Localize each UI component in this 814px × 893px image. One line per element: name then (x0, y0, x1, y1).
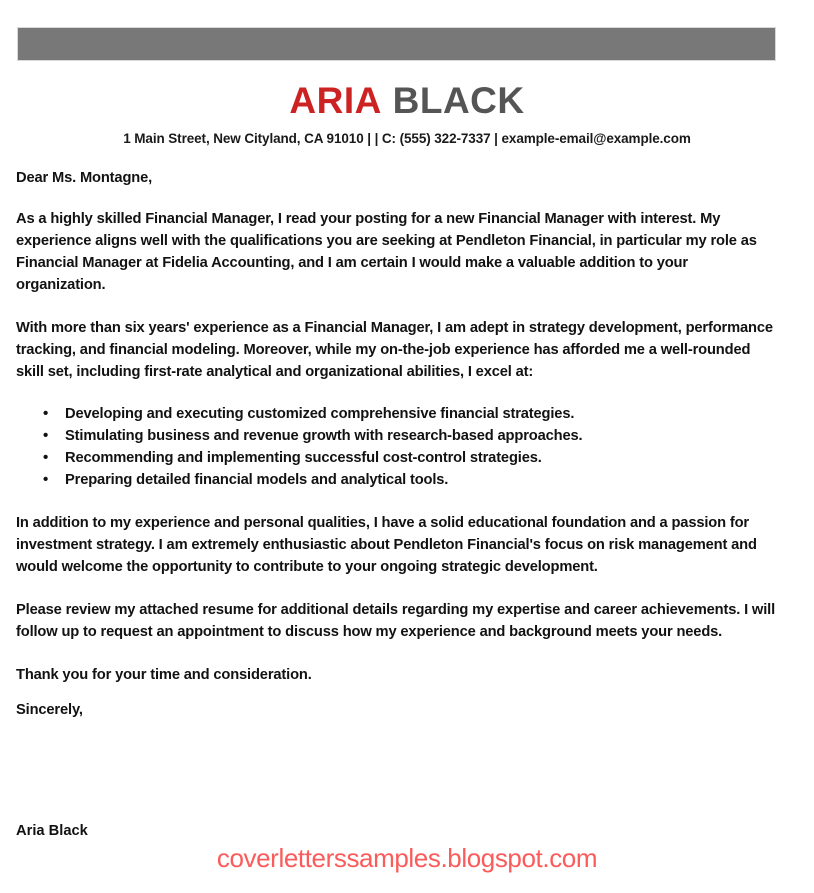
contact-info-line: 1 Main Street, New Cityland, CA 91010 | | C: (555) 322-7337 | example-email@example.com (123, 131, 691, 146)
page-title (0, 80, 814, 122)
letter-paragraph-1: As a highly skilled Financial Manager, I read your posting for a new Financial Manager with interest. My experience aligns well with the qualifications you are seeking at Pendleton Financial, in particular my role as Financial Manager at Fidelia Accounting, and I am certain I would make a valuable addition to your organization. (16, 211, 757, 293)
list-item: • Stimulating business and revenue growth with research-based approaches. (16, 426, 776, 447)
letter-body (16, 167, 776, 721)
list-item: • Recommending and implementing successful cost-control strategies. (16, 448, 776, 469)
name-first: ARIA (289, 80, 382, 121)
list-item: • Preparing detailed financial models and analytical tools. (16, 470, 776, 491)
closing-thanks: Thank you for your time and consideration. (16, 667, 312, 683)
name-space (382, 80, 393, 121)
letter-paragraph-4: Please review my attached resume for additional details regarding my expertise and career achievements. I will follow up to request an appointment to discuss how my experience and background meets your needs. (16, 602, 775, 640)
letter-paragraph-2: With more than six years' experience as a Financial Manager, I am adept in strategy development, performance tracking, and financial modeling. Moreover, while my on-the-job experience has afforded me a well-rounded skill set, including first-rate analytical and organizational abilities, I excel at: (16, 320, 773, 380)
qualifications-list (16, 404, 776, 491)
letter-paragraph-3: In addition to my experience and personal qualities, I have a solid educational foundation and a passion for investment strategy. I am extremely enthusiastic about Pendleton Financial's focus on risk management and would welcome the opportunity to contribute to your ongoing strategic development. (16, 515, 757, 575)
signature-name: Aria Black (16, 823, 88, 839)
salutation: Dear Ms. Montagne, (16, 170, 153, 186)
list-item: • Developing and executing customized comprehensive financial strategies. (16, 404, 776, 425)
closing-signoff: Sincerely, (16, 702, 83, 718)
watermark-url: coverletterssamples.blogspot.com (216, 843, 598, 873)
header-decorative-bar (18, 28, 775, 60)
name-last: BLACK (392, 80, 525, 121)
